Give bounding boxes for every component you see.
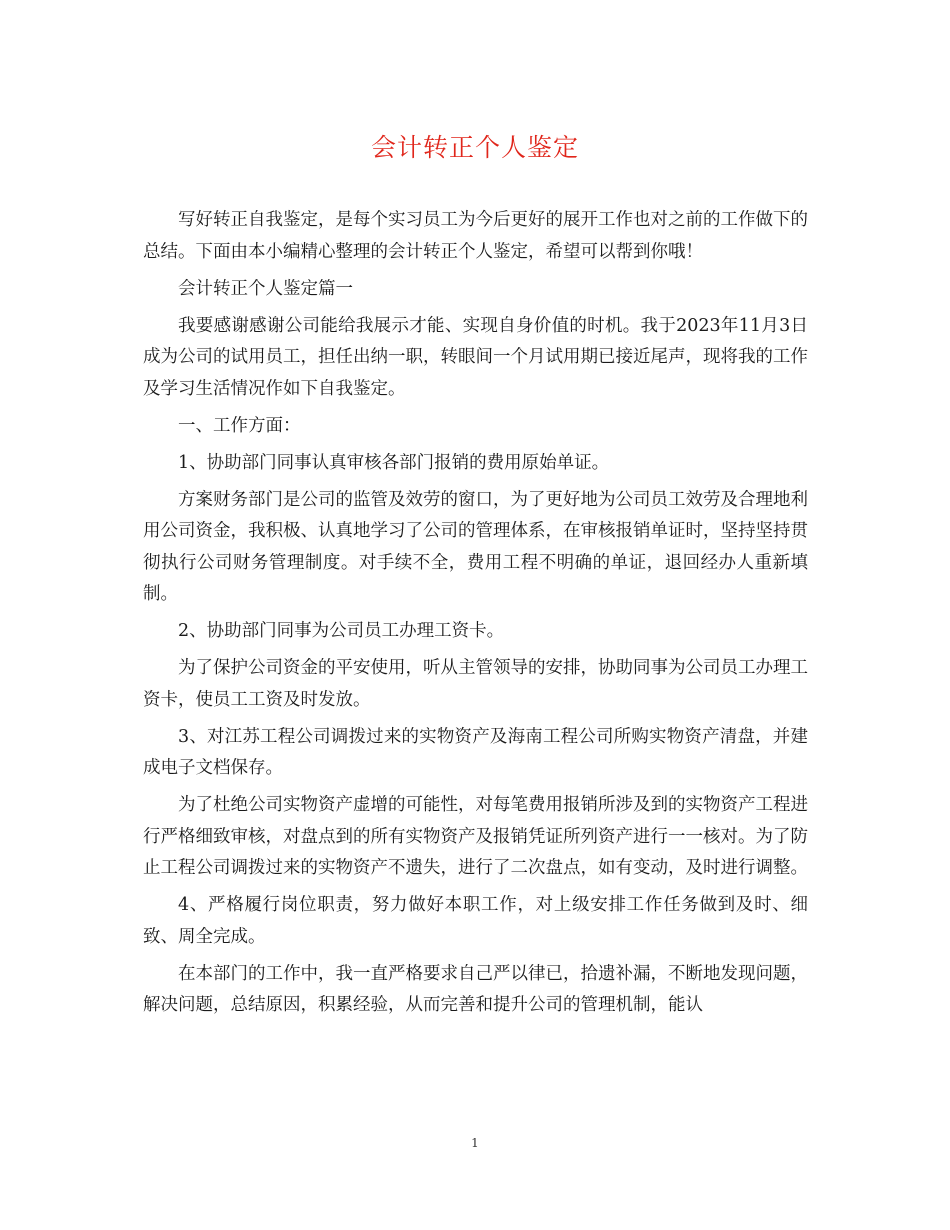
paragraph: 为了保护公司资金的平安使用，听从主管领导的安排，协助同事为公司员工办理工资卡，使员工工资及时发放。: [143, 658, 808, 710]
list-item: 1、协助部门同事认真审核各部门报销的费用原始单证。: [178, 452, 610, 473]
paragraph-intro: 写好转正自我鉴定，是每个实习员工为今后更好的展开工作也对之前的工作做下的总结。下面由本小编精心整理的会计转正个人鉴定，希望可以帮到你哦！: [143, 210, 808, 262]
list-item: 2、协助部门同事为公司员工办理工资卡。: [178, 621, 505, 641]
document-body: [143, 205, 808, 1027]
document-title: 会计转正个人鉴定: [370, 133, 579, 162]
list-item: 4、严格履行岗位职责，努力做好本职工作，对上级安排工作任务做到及时、细致、周全完成。: [143, 895, 808, 947]
list-item: 3、对江苏工程公司调拨过来的实物资产及海南工程公司所购实物资产清盘，并建成电子文档保存。: [143, 726, 808, 778]
subsection-heading: 一、工作方面：: [178, 415, 301, 436]
page-number: 1: [471, 1136, 479, 1150]
paragraph: 我要感谢感谢公司能给我展示才能、实现自身价值的时机。我于2023年11月3日成为公司的试用员工，担任出纳一职，转眼间一个月试用期已接近尾声，现将我的工作及学习生活情况作如下自我鉴定。: [143, 315, 808, 399]
paragraph: 方案财务部门是公司的监管及效劳的窗口，为了更好地为公司员工效劳及合理地利用公司资金，我积极、认真地学习了公司的管理体系，在审核报销单证时，坚持坚持贯彻执行公司财务管理制度。对手续不全，费用工程不明确的单证，退回经办人重新填制。: [143, 489, 808, 604]
section-heading: 会计转正个人鉴定篇一: [178, 278, 353, 299]
paragraph: 为了杜绝公司实物资产虚增的可能性，对每笔费用报销所涉及到的实物资产工程进行严格细致审核，对盘点到的所有实物资产及报销凭证所列资产进行一一核对。为了防止工程公司调拨过来的实物资产不遗失，进行了二次盘点，如有变动，及时进行调整。: [143, 795, 808, 878]
paragraph: 在本部门的工作中，我一直严格要求自己严以律已，拾遗补漏，不断地发现问题，解决问题，总结原因，积累经验，从而完善和提升公司的管理机制，能认: [143, 963, 808, 1015]
